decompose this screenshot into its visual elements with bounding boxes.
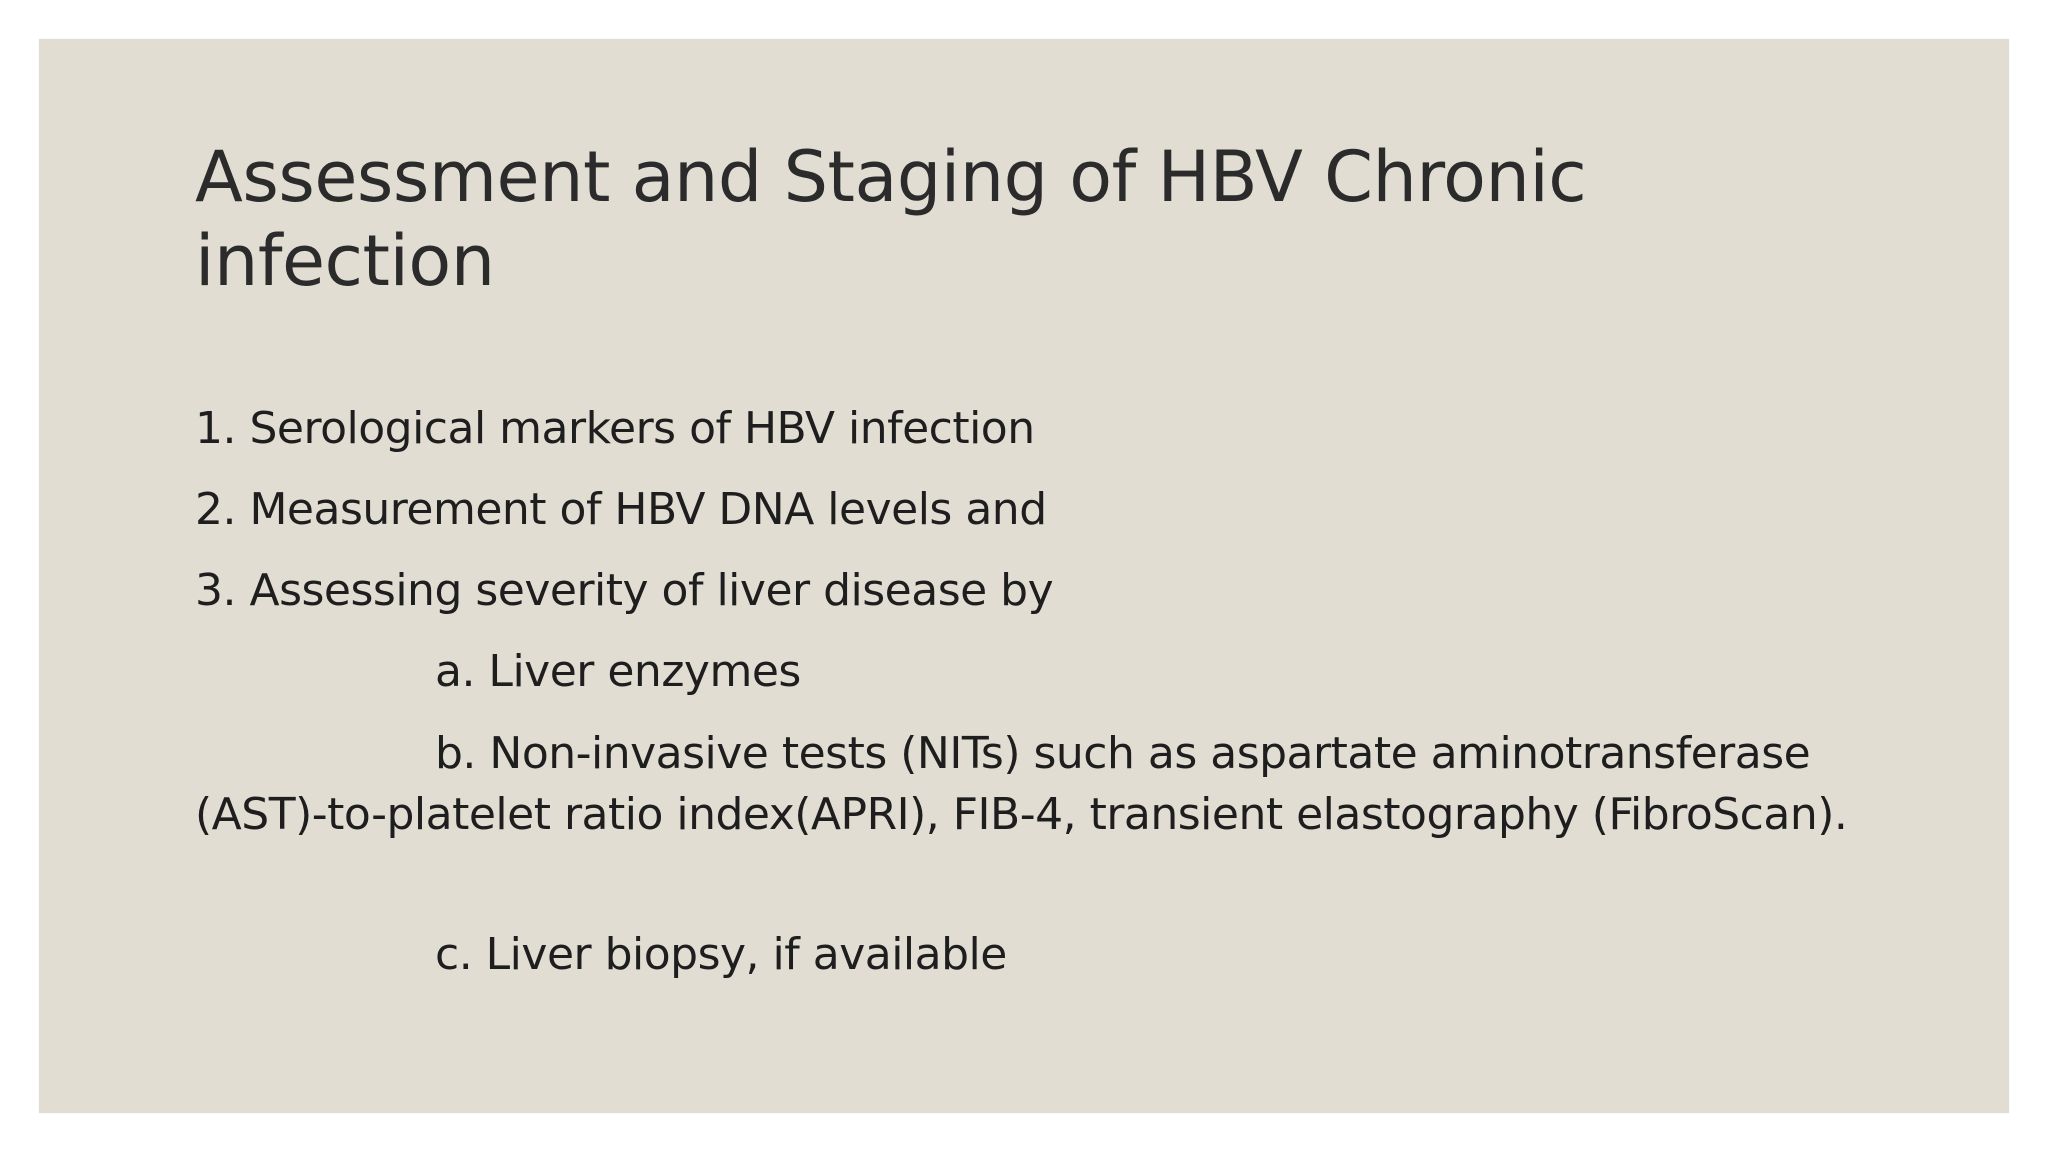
- list-item-liver-disease-severity: 3. Assessing severity of liver disease by: [195, 565, 1054, 616]
- subitem-liver-biopsy: [195, 925, 1915, 985]
- slide: [39, 39, 2009, 1113]
- subitem-non-invasive-tests: [195, 723, 1915, 845]
- subitem-liver-biopsy-text: c. Liver biopsy, if available: [435, 929, 1007, 980]
- subitem-liver-enzymes-text: a. Liver enzymes: [435, 646, 801, 697]
- list-item-serological-markers: 1. Serological markers of HBV infection: [195, 403, 1035, 454]
- subitem-non-invasive-tests-text: b. Non-invasive tests (NITs) such as aspartate aminotransferase (AST)-to-platelet ratio index(APRI), FIB-4, transient elastography (FibroScan).: [195, 728, 1848, 840]
- list-item-hbv-dna-levels: 2. Measurement of HBV DNA levels and: [195, 484, 1047, 535]
- subitem-liver-enzymes: [195, 642, 1915, 702]
- slide-title: Assessment and Staging of HBV Chronic infection: [195, 136, 1587, 302]
